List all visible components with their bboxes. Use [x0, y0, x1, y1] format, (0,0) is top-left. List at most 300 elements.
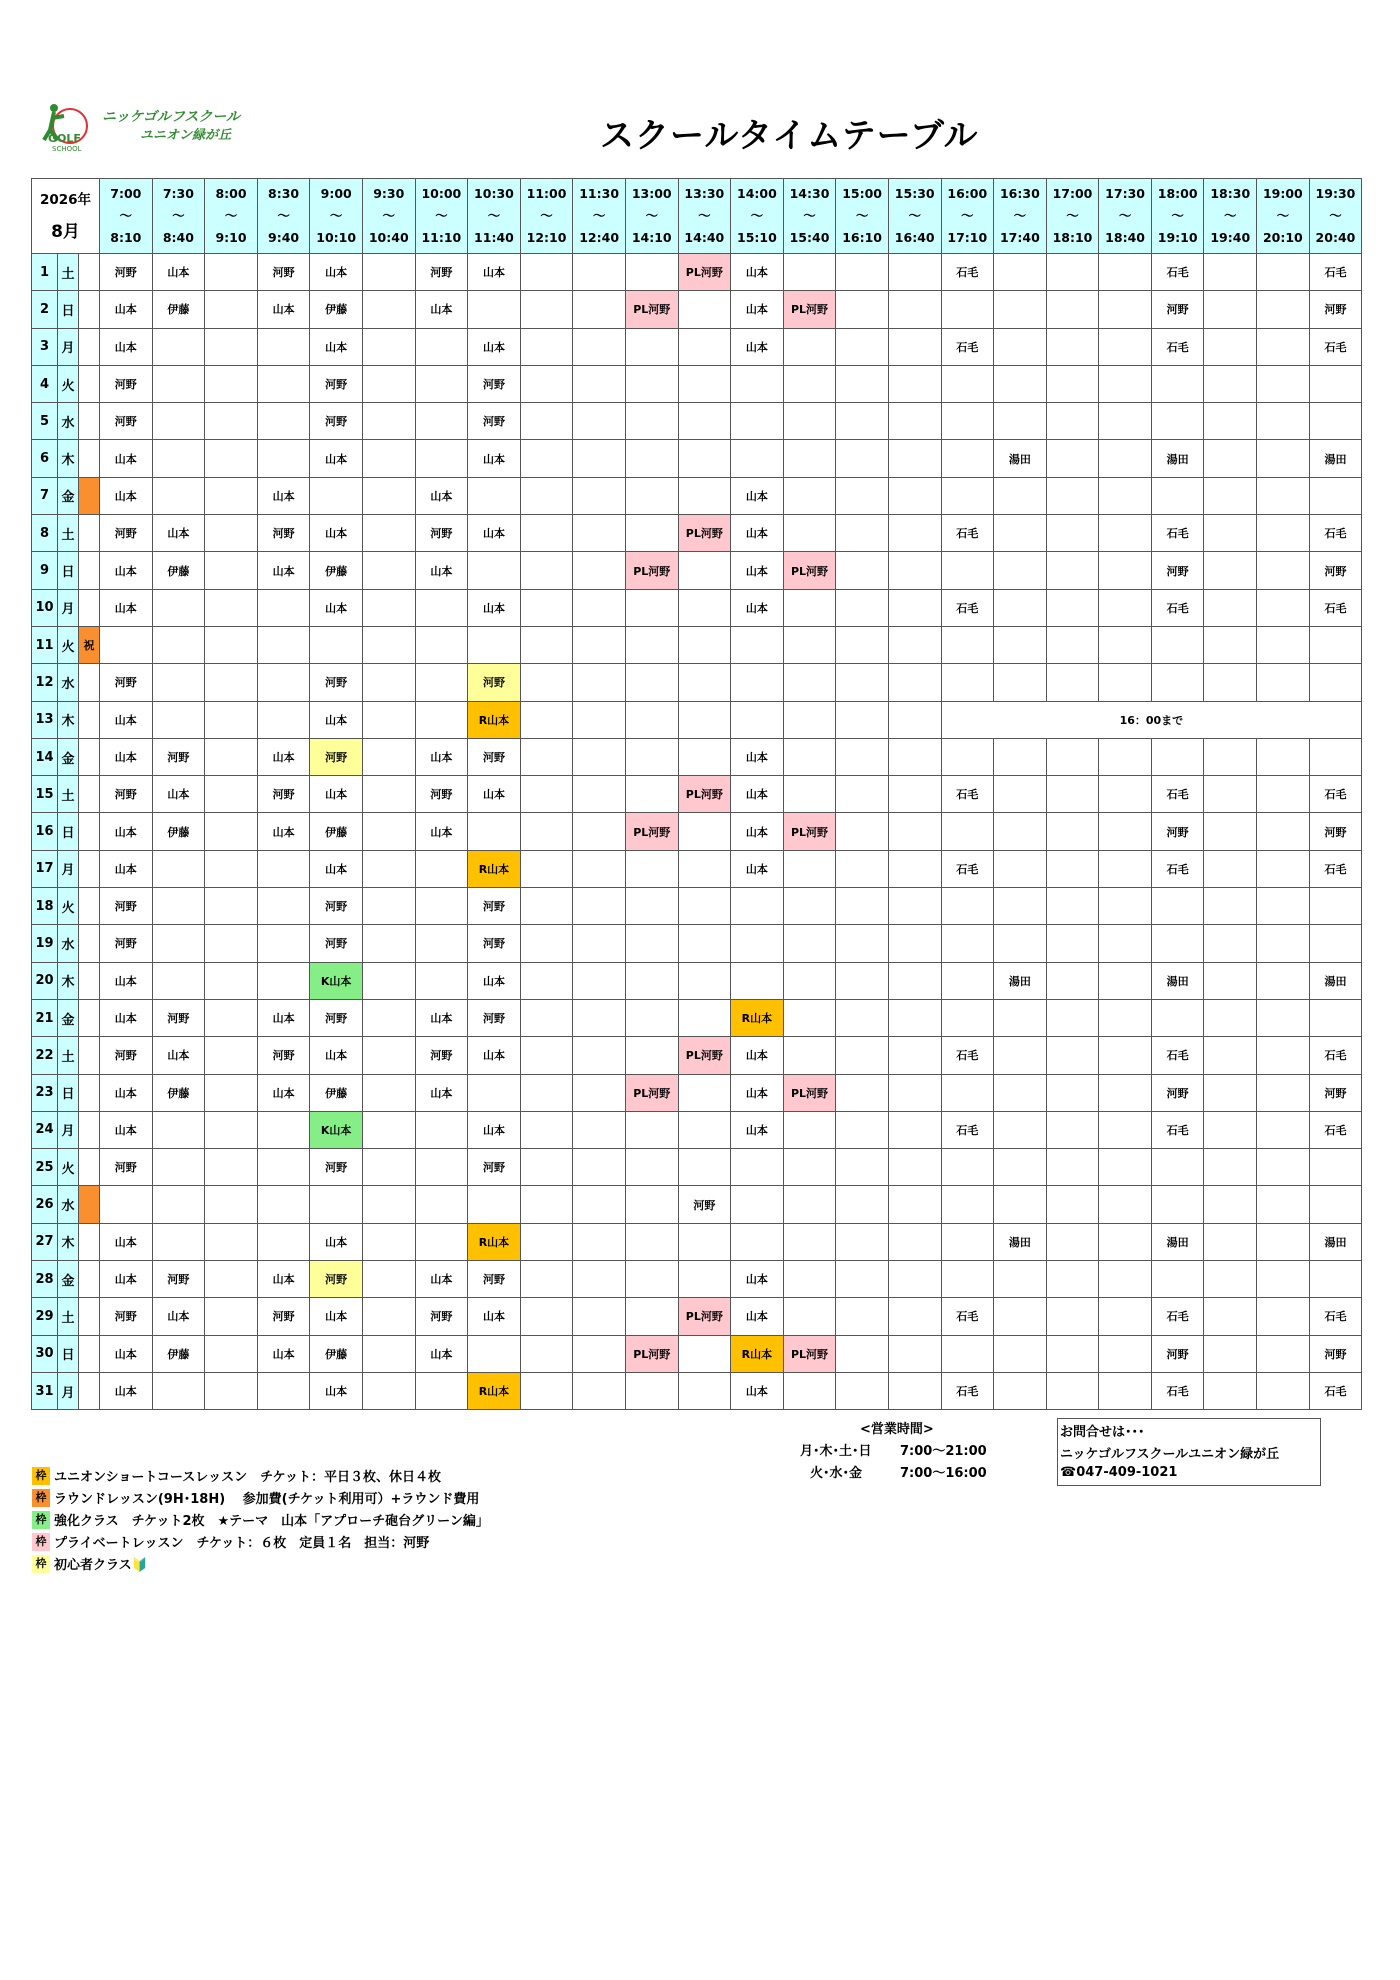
day-mark [79, 738, 100, 775]
lesson-cell [362, 1074, 415, 1111]
lesson-cell [783, 999, 836, 1036]
lesson-cell: 河野 [1309, 291, 1362, 328]
lesson-cell: 河野 [468, 738, 521, 775]
lesson-cell [257, 1111, 310, 1148]
lesson-cell [941, 999, 994, 1036]
weekday: 木 [58, 962, 79, 999]
lesson-cell [678, 589, 731, 626]
lesson-cell [1046, 477, 1099, 514]
lesson-cell [1046, 1149, 1099, 1186]
lesson-cell [573, 738, 626, 775]
legend-text: プライベートレッスン チケット：６枚 定員１名 担当：河野 [54, 1536, 430, 1551]
lesson-cell [1046, 999, 1099, 1036]
lesson-cell [994, 1335, 1047, 1372]
lesson-cell: 石毛 [1309, 589, 1362, 626]
lesson-cell: 山本 [100, 813, 153, 850]
lesson-cell [625, 440, 678, 477]
lesson-cell [836, 664, 889, 701]
lesson-cell: 湯田 [1151, 962, 1204, 999]
lesson-cell [573, 626, 626, 663]
time-slot-header [941, 179, 994, 254]
day-mark [79, 589, 100, 626]
lesson-cell: 河野 [310, 738, 363, 775]
table-row [32, 552, 1362, 589]
lesson-cell: 伊藤 [152, 291, 205, 328]
lesson-cell [152, 925, 205, 962]
lesson-cell [362, 850, 415, 887]
lesson-cell [257, 1149, 310, 1186]
lesson-cell [1099, 1074, 1152, 1111]
slot-end-time: 18:40 [1105, 230, 1145, 245]
lesson-cell: 石毛 [1151, 850, 1204, 887]
lesson-cell: 河野 [1151, 813, 1204, 850]
lesson-cell [205, 365, 258, 402]
slot-start-time: 17:00 [1052, 186, 1093, 201]
weekday: 月 [58, 1372, 79, 1409]
lesson-cell: 石毛 [1151, 1111, 1204, 1148]
weekday: 日 [58, 1335, 79, 1372]
lesson-cell: 河野 [100, 403, 153, 440]
lesson-cell [1309, 925, 1362, 962]
day-mark [79, 813, 100, 850]
lesson-cell [731, 403, 784, 440]
day-number: 7 [32, 477, 58, 514]
lesson-cell [941, 962, 994, 999]
lesson-cell: 山本 [468, 515, 521, 552]
lesson-cell [520, 515, 573, 552]
lesson-cell [678, 440, 731, 477]
lesson-cell [1046, 291, 1099, 328]
legend-color-swatch: 枠 [32, 1555, 50, 1573]
day-number: 1 [32, 254, 58, 291]
lesson-cell [1257, 1261, 1310, 1298]
lesson-cell [1204, 1335, 1257, 1372]
lesson-cell [573, 1074, 626, 1111]
lesson-cell: 山本 [310, 850, 363, 887]
lesson-cell [257, 589, 310, 626]
lesson-cell: 湯田 [1309, 962, 1362, 999]
lesson-cell: 河野 [1309, 1074, 1362, 1111]
lesson-cell [678, 626, 731, 663]
lesson-cell [1099, 962, 1152, 999]
lesson-cell [257, 1186, 310, 1223]
table-row [32, 1149, 1362, 1186]
table-row [32, 1111, 1362, 1148]
lesson-cell: 湯田 [994, 440, 1047, 477]
lesson-cell [310, 626, 363, 663]
lesson-cell [625, 254, 678, 291]
lesson-cell [468, 1186, 521, 1223]
lesson-cell: 山本 [731, 850, 784, 887]
time-slot-header [100, 179, 153, 254]
lesson-cell [1204, 1186, 1257, 1223]
lesson-cell [205, 626, 258, 663]
lesson-cell [625, 1149, 678, 1186]
table-row [32, 962, 1362, 999]
lesson-cell [836, 254, 889, 291]
lesson-cell [888, 440, 941, 477]
lesson-cell: 山本 [415, 1335, 468, 1372]
lesson-cell: 山本 [152, 1298, 205, 1335]
lesson-cell [468, 477, 521, 514]
lesson-cell [731, 888, 784, 925]
lesson-cell [362, 552, 415, 589]
lesson-cell: 山本 [731, 477, 784, 514]
lesson-cell: 山本 [152, 1037, 205, 1074]
day-mark [79, 1037, 100, 1074]
lesson-cell: PL河野 [783, 813, 836, 850]
slot-end-time: 15:40 [789, 230, 830, 245]
lesson-cell [520, 1186, 573, 1223]
lesson-cell: R山本 [468, 1372, 521, 1409]
day-number: 21 [32, 999, 58, 1036]
weekday: 日 [58, 291, 79, 328]
year-label: 2026年 [39, 192, 92, 208]
lesson-cell [415, 365, 468, 402]
lesson-cell: 河野 [468, 403, 521, 440]
lesson-cell [941, 1149, 994, 1186]
slot-tilde: ～ [329, 208, 343, 223]
lesson-cell [888, 1074, 941, 1111]
lesson-cell [888, 1298, 941, 1335]
lesson-cell: 山本 [257, 1261, 310, 1298]
lesson-cell [994, 626, 1047, 663]
lesson-cell: 山本 [468, 589, 521, 626]
lesson-cell: 山本 [310, 1037, 363, 1074]
lesson-cell: 石毛 [1151, 1372, 1204, 1409]
lesson-cell [678, 328, 731, 365]
lesson-cell [1309, 477, 1362, 514]
day-mark [79, 1261, 100, 1298]
table-row [32, 738, 1362, 775]
lesson-cell [678, 552, 731, 589]
lesson-cell: PL河野 [678, 1037, 731, 1074]
day-mark [79, 888, 100, 925]
lesson-cell [573, 1223, 626, 1260]
lesson-cell: 山本 [731, 738, 784, 775]
lesson-cell [1099, 626, 1152, 663]
lesson-cell: 山本 [100, 328, 153, 365]
lesson-cell [1046, 1111, 1099, 1148]
lesson-cell: 河野 [100, 515, 153, 552]
lesson-cell [994, 1298, 1047, 1335]
lesson-cell [1099, 813, 1152, 850]
lesson-cell: 山本 [100, 962, 153, 999]
lesson-cell [1257, 1298, 1310, 1335]
lesson-cell [1099, 1111, 1152, 1148]
lesson-cell [836, 1186, 889, 1223]
lesson-cell [1204, 589, 1257, 626]
lesson-cell: 河野 [415, 776, 468, 813]
lesson-cell [573, 365, 626, 402]
lesson-cell: 山本 [468, 440, 521, 477]
time-slot-header [520, 179, 573, 254]
slot-start-time: 8:30 [268, 186, 300, 201]
lesson-cell: 山本 [257, 552, 310, 589]
lesson-cell [994, 1261, 1047, 1298]
lesson-cell [625, 962, 678, 999]
lesson-cell: 河野 [257, 1037, 310, 1074]
weekday: 月 [58, 589, 79, 626]
lesson-cell: 河野 [415, 1037, 468, 1074]
lesson-cell: 山本 [468, 962, 521, 999]
lesson-cell [625, 776, 678, 813]
lesson-cell [257, 1372, 310, 1409]
lesson-cell: 山本 [415, 291, 468, 328]
time-slot-header [1046, 179, 1099, 254]
lesson-cell [152, 1111, 205, 1148]
lesson-cell [1046, 254, 1099, 291]
lesson-cell [362, 1149, 415, 1186]
lesson-cell [783, 1261, 836, 1298]
lesson-cell [836, 328, 889, 365]
day-mark [79, 552, 100, 589]
lesson-cell [205, 925, 258, 962]
lesson-cell [362, 1298, 415, 1335]
lesson-cell [625, 589, 678, 626]
lesson-cell: 伊藤 [152, 552, 205, 589]
lesson-cell [573, 589, 626, 626]
day-mark [79, 701, 100, 738]
lesson-cell: 山本 [731, 1372, 784, 1409]
contact-box [1057, 1418, 1321, 1486]
time-slot-header [310, 179, 363, 254]
day-mark [79, 1223, 100, 1260]
lesson-cell: 石毛 [941, 589, 994, 626]
lesson-cell [1046, 925, 1099, 962]
slot-tilde: ～ [540, 208, 553, 223]
lesson-cell [836, 1074, 889, 1111]
contact-heading: お問合せは･･･ [1060, 1425, 1145, 1440]
time-slot-header [1309, 179, 1362, 254]
lesson-cell: 石毛 [941, 850, 994, 887]
lesson-cell [783, 515, 836, 552]
svg-text:GOLF: GOLF [48, 132, 81, 145]
lesson-cell [1046, 1335, 1099, 1372]
lesson-cell [415, 403, 468, 440]
lesson-cell: 湯田 [1151, 440, 1204, 477]
lesson-cell [994, 1074, 1047, 1111]
lesson-cell [836, 440, 889, 477]
lesson-cell: 河野 [468, 664, 521, 701]
lesson-cell [941, 291, 994, 328]
lesson-cell [783, 589, 836, 626]
lesson-cell: 山本 [310, 1372, 363, 1409]
lesson-cell [941, 626, 994, 663]
day-number: 2 [32, 291, 58, 328]
lesson-cell [1099, 738, 1152, 775]
lesson-cell [415, 888, 468, 925]
lesson-cell: 河野 [468, 1149, 521, 1186]
time-slot-header [468, 179, 521, 254]
lesson-cell [836, 1298, 889, 1335]
table-row [32, 925, 1362, 962]
lesson-cell: 山本 [257, 999, 310, 1036]
lesson-cell [1046, 1223, 1099, 1260]
lesson-cell: 山本 [731, 776, 784, 813]
lesson-cell [836, 1335, 889, 1372]
lesson-cell: 山本 [100, 1223, 153, 1260]
lesson-cell [783, 1037, 836, 1074]
lesson-cell [994, 328, 1047, 365]
lesson-cell [1257, 813, 1310, 850]
lesson-cell [836, 776, 889, 813]
day-mark [79, 776, 100, 813]
slot-end-time: 20:10 [1262, 230, 1303, 245]
lesson-cell [573, 1149, 626, 1186]
business-hours-heading: <営業時間> [860, 1422, 934, 1437]
lesson-cell [941, 403, 994, 440]
contact-school-name: ニッケゴルフスクールユニオン緑が丘 [1060, 1447, 1280, 1462]
day-mark [79, 403, 100, 440]
lesson-cell [783, 701, 836, 738]
lesson-cell [205, 1186, 258, 1223]
weekday: 日 [58, 552, 79, 589]
day-number: 6 [32, 440, 58, 477]
lesson-cell [625, 403, 678, 440]
lesson-cell [1046, 626, 1099, 663]
lesson-cell [205, 1074, 258, 1111]
school-logo [40, 100, 250, 152]
lesson-cell [415, 1372, 468, 1409]
time-slot-header [1257, 179, 1310, 254]
legend-text: ユニオンショートコースレッスン チケット：平日３枚、休日４枚 [54, 1470, 441, 1485]
lesson-cell: 石毛 [941, 1037, 994, 1074]
lesson-cell [994, 515, 1047, 552]
lesson-cell [1099, 1186, 1152, 1223]
lesson-cell: PL河野 [783, 1074, 836, 1111]
table-row [32, 626, 1362, 663]
table-row [32, 813, 1362, 850]
lesson-cell [1204, 291, 1257, 328]
legend-item [32, 1488, 632, 1508]
lesson-cell: 河野 [415, 1298, 468, 1335]
lesson-cell [362, 664, 415, 701]
slot-end-time: 17:10 [947, 230, 988, 245]
lesson-cell [625, 925, 678, 962]
day-number: 14 [32, 738, 58, 775]
lesson-cell [1204, 776, 1257, 813]
slot-end-time: 12:40 [579, 230, 620, 245]
lesson-cell [1099, 515, 1152, 552]
lesson-cell [520, 440, 573, 477]
lesson-cell [362, 1037, 415, 1074]
table-row [32, 1037, 1362, 1074]
slot-tilde: ～ [224, 208, 238, 223]
lesson-cell: 石毛 [1151, 328, 1204, 365]
lesson-cell: 河野 [100, 365, 153, 402]
legend-color-swatch: 枠 [32, 1467, 50, 1485]
lesson-cell [520, 1111, 573, 1148]
lesson-cell: 山本 [731, 515, 784, 552]
slot-end-time: 12:10 [526, 230, 567, 245]
slot-start-time: 9:00 [320, 186, 352, 201]
table-row [32, 1186, 1362, 1223]
lesson-cell [994, 552, 1047, 589]
lesson-cell: 河野 [310, 999, 363, 1036]
contact-phone: ☎047-409-1021 [1060, 1465, 1178, 1480]
slot-end-time: 9:40 [268, 230, 300, 245]
lesson-cell [836, 925, 889, 962]
lesson-cell: 石毛 [1151, 1298, 1204, 1335]
day-number: 28 [32, 1261, 58, 1298]
lesson-cell [152, 403, 205, 440]
lesson-cell: PL河野 [783, 1335, 836, 1372]
lesson-cell [1257, 365, 1310, 402]
lesson-cell: 河野 [310, 925, 363, 962]
lesson-cell: 河野 [1151, 1335, 1204, 1372]
lesson-cell [1204, 999, 1257, 1036]
lesson-cell: 石毛 [941, 1372, 994, 1409]
lesson-cell: 山本 [152, 254, 205, 291]
lesson-cell [836, 850, 889, 887]
lesson-cell: 山本 [100, 1372, 153, 1409]
lesson-cell: R山本 [468, 701, 521, 738]
lesson-cell: 山本 [100, 1261, 153, 1298]
lesson-cell: 石毛 [1151, 515, 1204, 552]
lesson-cell [1257, 776, 1310, 813]
lesson-cell [152, 365, 205, 402]
lesson-cell [257, 440, 310, 477]
lesson-cell [415, 850, 468, 887]
lesson-cell [888, 1111, 941, 1148]
lesson-cell [625, 738, 678, 775]
lesson-cell [257, 328, 310, 365]
legend-color-swatch: 枠 [32, 1489, 50, 1507]
lesson-cell [205, 589, 258, 626]
lesson-cell: K山本 [310, 962, 363, 999]
lesson-cell [994, 999, 1047, 1036]
closing-note: 16：00まで [941, 701, 1362, 738]
weekday: 火 [58, 1149, 79, 1186]
lesson-cell [888, 1149, 941, 1186]
lesson-cell [1151, 664, 1204, 701]
legend-item [32, 1466, 632, 1486]
lesson-cell [836, 1149, 889, 1186]
day-number: 17 [32, 850, 58, 887]
lesson-cell [836, 962, 889, 999]
lesson-cell [362, 1372, 415, 1409]
day-mark [79, 1372, 100, 1409]
time-slot-header [573, 179, 626, 254]
lesson-cell [625, 999, 678, 1036]
lesson-cell [994, 589, 1047, 626]
slot-end-time: 15:10 [737, 230, 777, 245]
lesson-cell: 石毛 [1309, 328, 1362, 365]
lesson-cell: PL河野 [678, 776, 731, 813]
lesson-cell [1204, 552, 1257, 589]
lesson-cell [625, 850, 678, 887]
day-number: 9 [32, 552, 58, 589]
lesson-cell: 山本 [100, 440, 153, 477]
lesson-cell [1046, 888, 1099, 925]
lesson-cell [1309, 365, 1362, 402]
lesson-cell [1046, 813, 1099, 850]
lesson-cell [783, 440, 836, 477]
lesson-cell [573, 776, 626, 813]
lesson-cell [205, 1335, 258, 1372]
lesson-cell [573, 477, 626, 514]
lesson-cell [783, 1372, 836, 1409]
time-slot-header [1099, 179, 1152, 254]
lesson-cell [1204, 403, 1257, 440]
day-number: 31 [32, 1372, 58, 1409]
lesson-cell: 山本 [415, 477, 468, 514]
lesson-cell [1204, 1149, 1257, 1186]
lesson-cell [1204, 440, 1257, 477]
day-mark [79, 1149, 100, 1186]
time-slot-header [783, 179, 836, 254]
